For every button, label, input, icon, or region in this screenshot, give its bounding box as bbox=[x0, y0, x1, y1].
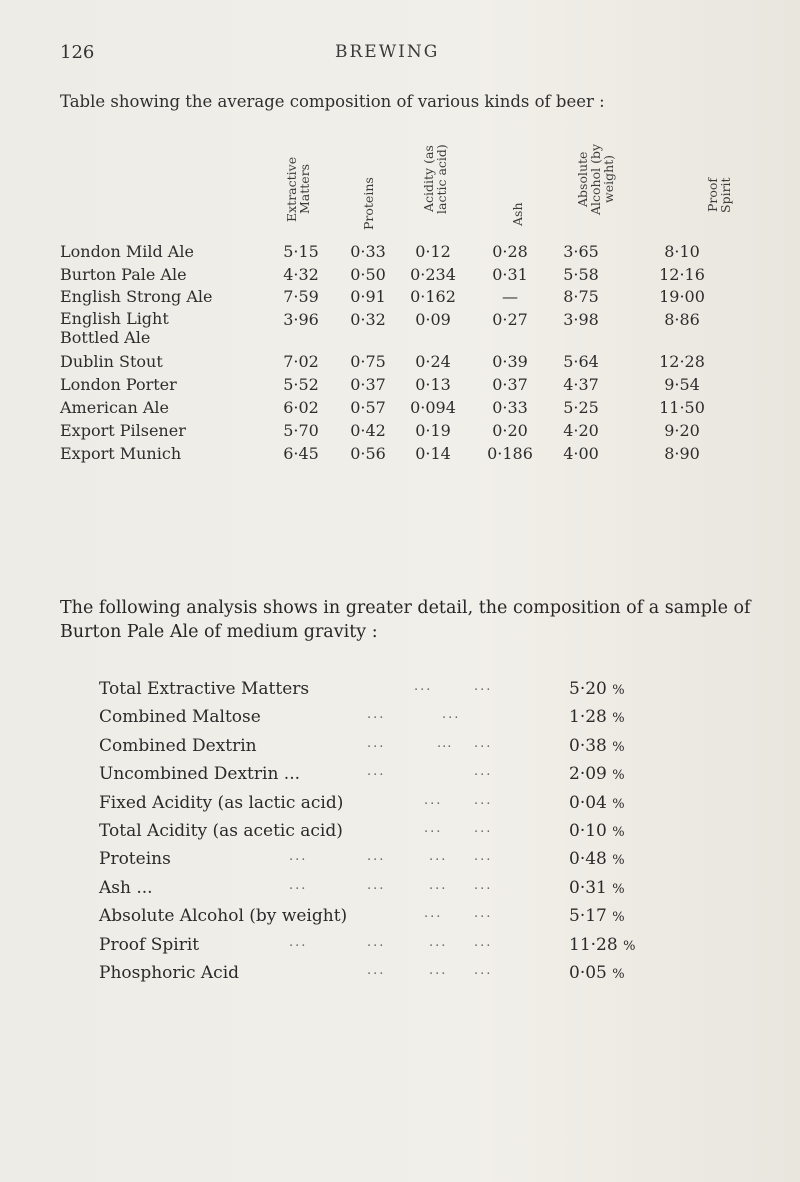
value-number: 5·17 bbox=[569, 906, 607, 927]
col-header-alcohol: Absolute Alcohol (by weight) bbox=[575, 143, 616, 215]
table-cell: 3·98 bbox=[563, 310, 599, 329]
table-cell: — bbox=[502, 287, 518, 306]
analysis-label: Combined Dextrin bbox=[99, 735, 257, 756]
leader-dots: ... bbox=[424, 792, 443, 808]
leader-dots: ... bbox=[437, 735, 453, 751]
analysis-intro-paragraph: The following analysis shows in greater detail, the composition of a sample of Burton Pale Ale of medium gravity : bbox=[60, 598, 751, 642]
analysis-label: Ash ... bbox=[99, 877, 153, 898]
analysis-value bbox=[569, 707, 659, 727]
table-cell: 0·37 bbox=[350, 375, 386, 394]
analysis-row bbox=[99, 736, 659, 764]
analysis-label: Proteins bbox=[99, 849, 171, 870]
table-cell: 0·094 bbox=[410, 398, 456, 417]
value-number: 0·05 bbox=[569, 963, 607, 983]
leader-dots: ... bbox=[424, 906, 443, 922]
leader-dots: ... bbox=[474, 963, 493, 978]
analysis-label: Total Acidity (as acetic acid) bbox=[99, 821, 343, 841]
table-cell: 0·12 bbox=[415, 242, 451, 261]
leader-dots: ... bbox=[474, 821, 493, 836]
table-cell: 8·10 bbox=[664, 242, 700, 261]
table-cell: 6·02 bbox=[283, 398, 319, 417]
table-cell: 0·186 bbox=[487, 444, 533, 463]
analysis-value bbox=[569, 849, 659, 869]
value-number: 0·48 bbox=[569, 849, 607, 870]
leader-dots: ... bbox=[367, 963, 386, 978]
table-cell: 5·52 bbox=[283, 375, 319, 394]
table-cell: 5·64 bbox=[563, 352, 599, 371]
table-cell: 11·50 bbox=[659, 398, 705, 417]
leader-dots: ... bbox=[474, 792, 493, 808]
leader-dots: ... bbox=[442, 707, 461, 723]
table-cell: 5·25 bbox=[563, 398, 599, 417]
col-header-proof-spirit: Proof Spirit bbox=[705, 177, 733, 213]
table-cell: 8·86 bbox=[664, 310, 700, 329]
table-row bbox=[60, 310, 760, 350]
analysis-row bbox=[99, 906, 659, 934]
table-cell: 5·58 bbox=[563, 265, 599, 284]
leader-dots: ... bbox=[474, 849, 493, 865]
table-cell: 19·00 bbox=[659, 287, 705, 306]
percent-sign: % bbox=[612, 796, 625, 812]
percent-sign: % bbox=[612, 768, 625, 784]
value-number: 0·31 bbox=[569, 877, 607, 898]
analysis-row bbox=[99, 821, 659, 849]
table-cell: 0·57 bbox=[350, 398, 386, 417]
table-cell: 0·42 bbox=[350, 421, 386, 440]
analysis-label: Absolute Alcohol (by weight) bbox=[99, 906, 348, 927]
beer-name: London Porter bbox=[60, 375, 177, 394]
beer-name: English Strong Ale bbox=[60, 287, 213, 306]
leader-dots: ... bbox=[367, 735, 386, 751]
table-cell: 9·54 bbox=[664, 375, 700, 394]
table-caption: Table showing the average composition of various kinds of beer : bbox=[60, 92, 605, 111]
leader-dots: ... bbox=[289, 934, 308, 950]
table-cell: 0·14 bbox=[415, 444, 451, 463]
leader-dots: ... bbox=[474, 764, 493, 780]
percent-sign: % bbox=[623, 938, 636, 954]
leader-dots: ... bbox=[289, 877, 308, 893]
running-title: BREWING bbox=[335, 42, 440, 62]
table-cell: 6·45 bbox=[283, 444, 319, 463]
table-cell: 0·28 bbox=[492, 242, 528, 261]
analysis-value bbox=[569, 878, 659, 898]
analysis-label: Uncombined Dextrin ... bbox=[99, 764, 301, 785]
beer-name: London Mild Ale bbox=[60, 242, 194, 261]
table-cell: 3·65 bbox=[563, 242, 599, 261]
table-cell: 4·00 bbox=[563, 444, 599, 463]
percent-sign: % bbox=[612, 683, 625, 698]
table-cell: 0·13 bbox=[415, 375, 451, 394]
percent-sign: % bbox=[612, 967, 625, 982]
table-cell: 7·59 bbox=[283, 287, 319, 306]
page-header bbox=[60, 42, 760, 72]
analysis-row bbox=[99, 963, 659, 991]
table-row bbox=[60, 444, 760, 484]
analysis-row bbox=[99, 764, 659, 792]
value-number: 0·04 bbox=[569, 792, 607, 813]
percent-sign: % bbox=[612, 711, 625, 727]
analysis-row bbox=[99, 707, 659, 735]
leader-dots: ... bbox=[414, 679, 433, 694]
analysis-value bbox=[569, 736, 659, 756]
table-cell: 12·28 bbox=[659, 352, 705, 371]
table-cell: 4·20 bbox=[563, 421, 599, 440]
table-cell: 0·75 bbox=[350, 352, 386, 371]
beer-name: Dublin Stout bbox=[60, 352, 163, 371]
table-cell: 8·90 bbox=[664, 444, 700, 463]
analysis-value bbox=[569, 679, 659, 699]
leader-dots: ... bbox=[474, 679, 493, 694]
table-cell: 0·24 bbox=[415, 352, 451, 371]
col-header-ash: Ash bbox=[510, 202, 525, 226]
leader-dots: ... bbox=[424, 821, 443, 836]
value-number: 0·10 bbox=[569, 821, 607, 841]
analysis-value bbox=[569, 793, 659, 813]
table-cell: 12·16 bbox=[659, 265, 705, 284]
leader-dots: ... bbox=[367, 849, 386, 865]
table-cell: 0·27 bbox=[492, 310, 528, 329]
table-cell: 0·09 bbox=[415, 310, 451, 329]
col-header-extractive: Extractive Matters bbox=[284, 156, 312, 222]
percent-sign: % bbox=[612, 853, 625, 869]
leader-dots: ... bbox=[367, 764, 386, 780]
value-number: 0·38 bbox=[569, 735, 607, 756]
table-cell: 0·56 bbox=[350, 444, 386, 463]
table-cell: 5·15 bbox=[283, 242, 319, 261]
table-cell: 0·33 bbox=[350, 242, 386, 261]
leader-dots: ... bbox=[367, 877, 386, 893]
value-number: 5·20 bbox=[569, 679, 607, 699]
table-cell: 0·20 bbox=[492, 421, 528, 440]
table-cell: 0·37 bbox=[492, 375, 528, 394]
analysis-label: Combined Maltose bbox=[99, 707, 261, 728]
analysis-row bbox=[99, 793, 659, 821]
analysis-value bbox=[569, 963, 659, 983]
beer-name: American Ale bbox=[60, 398, 169, 417]
beer-name: Export Munich bbox=[60, 444, 182, 463]
analysis-label: Total Extractive Matters bbox=[99, 679, 310, 699]
percent-sign: % bbox=[612, 910, 625, 926]
beer-name: English Light Bottled Ale bbox=[60, 309, 169, 347]
table-cell: 0·234 bbox=[410, 265, 456, 284]
leader-dots: ... bbox=[429, 877, 448, 893]
value-number: 1·28 bbox=[569, 707, 607, 728]
table-cell: 0·19 bbox=[415, 421, 451, 440]
analysis-label: Proof Spirit bbox=[99, 934, 200, 955]
analysis-row bbox=[99, 935, 659, 963]
percent-sign: % bbox=[612, 825, 625, 840]
leader-dots: ... bbox=[474, 735, 493, 751]
table-cell: 0·33 bbox=[492, 398, 528, 417]
leader-dots: ... bbox=[429, 934, 448, 950]
col-header-acidity: Acidity (as lactic acid) bbox=[421, 144, 449, 214]
beer-name: Export Pilsener bbox=[60, 421, 186, 440]
table-cell: 0·91 bbox=[350, 287, 386, 306]
leader-dots: ... bbox=[367, 707, 386, 723]
analysis-label: Phosphoric Acid bbox=[99, 963, 240, 983]
analysis-value bbox=[569, 906, 659, 926]
analysis-label: Fixed Acidity (as lactic acid) bbox=[99, 792, 344, 813]
table-cell: 0·31 bbox=[492, 265, 528, 284]
table-cell: 0·32 bbox=[350, 310, 386, 329]
leader-dots: ... bbox=[429, 849, 448, 865]
table-cell: 4·37 bbox=[563, 375, 599, 394]
table-cell: 0·39 bbox=[492, 352, 528, 371]
analysis-row bbox=[99, 679, 659, 707]
leader-dots: ... bbox=[474, 906, 493, 922]
table-cell: 4·32 bbox=[283, 265, 319, 284]
leader-dots: ... bbox=[474, 934, 493, 950]
analysis-value bbox=[569, 821, 659, 841]
value-number: 2·09 bbox=[569, 764, 607, 785]
table-cell: 3·96 bbox=[283, 310, 319, 329]
table-cell: 9·20 bbox=[664, 421, 700, 440]
table-cell: 8·75 bbox=[563, 287, 599, 306]
percent-sign: % bbox=[612, 881, 625, 897]
beer-name: Burton Pale Ale bbox=[60, 265, 187, 284]
table-cell: 7·02 bbox=[283, 352, 319, 371]
col-header-proteins: Proteins bbox=[361, 177, 376, 230]
leader-dots: ... bbox=[367, 934, 386, 950]
leader-dots: ... bbox=[474, 877, 493, 893]
page-number: 126 bbox=[60, 42, 95, 63]
analysis-value bbox=[569, 935, 659, 955]
percent-sign: % bbox=[612, 739, 625, 755]
value-number: 11·28 bbox=[569, 934, 618, 955]
leader-dots: ... bbox=[429, 963, 448, 978]
table-cell: 0·162 bbox=[410, 287, 456, 306]
analysis-row bbox=[99, 849, 659, 877]
leader-dots: ... bbox=[289, 849, 308, 865]
analysis-value bbox=[569, 764, 659, 784]
analysis-row bbox=[99, 878, 659, 906]
table-cell: 0·50 bbox=[350, 265, 386, 284]
table-cell: 5·70 bbox=[283, 421, 319, 440]
